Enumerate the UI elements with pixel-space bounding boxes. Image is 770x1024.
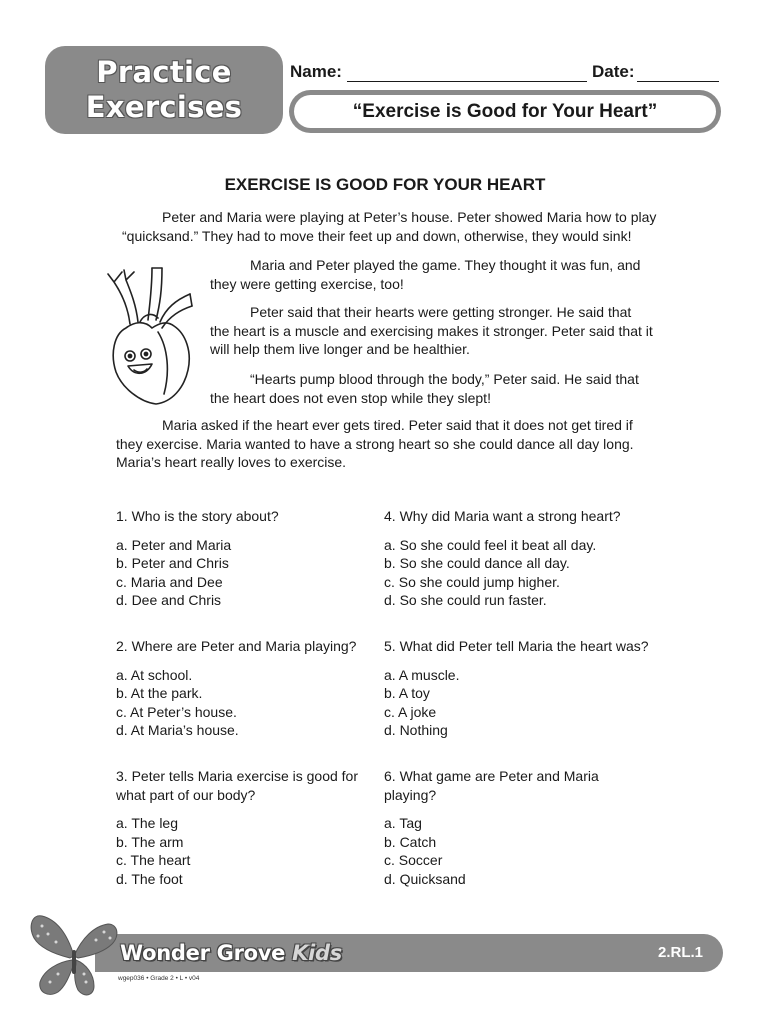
question-6 (384, 767, 684, 888)
answer-option[interactable]: d. So she could run faster. (384, 592, 547, 608)
name-label: Name: (290, 62, 342, 81)
brand-main: Wonder Grove (120, 941, 293, 965)
answer-option[interactable]: b. The arm (116, 833, 184, 850)
story-line: Peter and Maria were playing at Peter’s house. Peter showed Maria how to play (162, 209, 657, 225)
story-paragraph-1 (122, 208, 656, 245)
name-field[interactable] (347, 81, 587, 82)
answer-option[interactable]: d. Quicksand (384, 870, 466, 887)
answer-option[interactable]: c. So she could jump higher. (384, 573, 560, 590)
answer-option[interactable]: b. At the park. (116, 685, 203, 701)
story-paragraph-5 (116, 416, 634, 472)
standard-code: 2.RL.1 (657, 944, 703, 961)
story-paragraph-3 (210, 303, 653, 359)
question-prompt: 6. What game are Peter and Maria (384, 768, 599, 784)
answer-option[interactable]: c. At Peter’s house. (116, 703, 237, 720)
answer-option[interactable]: c. Maria and Dee (116, 573, 223, 590)
answer-option[interactable]: a. Tag (384, 815, 422, 831)
practice-exercises-badge (45, 46, 283, 134)
story-line: Maria’s heart really loves to exercise. (116, 454, 347, 470)
cartoon-heart-icon (100, 262, 200, 412)
story-line: the heart does not even stop while they slept! (210, 389, 491, 406)
answer-option[interactable]: a. A muscle. (384, 666, 460, 683)
story-line: they exercise. Maria wanted to have a strong heart so she could dance all day long. (116, 435, 634, 452)
story-paragraph-2 (210, 256, 640, 293)
story-line: they were getting exercise, too! (210, 275, 404, 292)
date-label: Date: (592, 62, 635, 81)
answer-option[interactable]: d. Dee and Chris (116, 592, 222, 608)
question-prompt: 2. Where are Peter and Maria playing? (116, 638, 357, 654)
question-5 (384, 637, 684, 740)
answer-option[interactable]: b. So she could dance all day. (384, 555, 570, 571)
answer-option[interactable]: d. The foot (116, 870, 183, 887)
answer-option[interactable]: a. Peter and Maria (116, 536, 232, 553)
question-prompt: playing? (384, 786, 437, 803)
brand-logo (120, 938, 342, 968)
badge-line1: Practice (96, 55, 232, 89)
story-title: EXERCISE IS GOOD FOR YOUR HEART (224, 175, 546, 194)
answer-option[interactable]: a. At school. (116, 666, 193, 683)
answer-option[interactable]: a. The leg (116, 815, 179, 831)
question-prompt: 5. What did Peter tell Maria the heart was? (384, 638, 649, 654)
question-2 (116, 637, 376, 740)
question-4 (384, 507, 684, 610)
question-1 (116, 507, 376, 610)
question-3 (116, 767, 376, 888)
story-line: “quicksand.” They had to move their feet up and down, otherwise, they would sink! (122, 227, 632, 244)
answer-option[interactable]: a. So she could feel it beat all day. (384, 536, 597, 553)
answer-option[interactable]: b. A toy (384, 685, 430, 701)
question-prompt: 1. Who is the story about? (116, 508, 279, 524)
document-meta: wgep036 • Grade 2 • L • v04 (118, 975, 200, 982)
story-line: Peter said that their hearts were getting stronger. He said that (250, 304, 632, 320)
story-line: “Hearts pump blood through the body,” Peter said. He said that (250, 371, 639, 387)
answer-option[interactable]: d. Nothing (384, 722, 448, 738)
worksheet-title: “Exercise is Good for Your Heart” (294, 95, 716, 128)
story-paragraph-4 (210, 370, 639, 407)
badge-line2: Exercises (85, 90, 243, 124)
question-prompt: 3. Peter tells Maria exercise is good for (116, 768, 358, 784)
answer-option[interactable]: d. At Maria’s house. (116, 722, 239, 738)
answer-option[interactable]: c. A joke (384, 703, 437, 720)
story-line: will help them live longer and be healthier. (210, 341, 470, 357)
worksheet-title-pill (289, 90, 721, 133)
answer-option[interactable]: c. Soccer (384, 852, 443, 868)
date-field[interactable] (637, 81, 719, 82)
story-line: Maria asked if the heart ever gets tired. Peter said that it does not get tired if (162, 417, 633, 433)
question-prompt: what part of our body? (116, 786, 256, 803)
answer-option[interactable]: b. Catch (384, 833, 437, 850)
brand-kids: Kids (292, 941, 342, 965)
butterfly-icon (28, 912, 120, 1002)
story-line: Maria and Peter played the game. They thought it was fun, and (250, 257, 641, 273)
question-prompt: 4. Why did Maria want a strong heart? (384, 508, 621, 524)
name-date-row (290, 62, 722, 86)
story-line: the heart is a muscle and exercising makes it stronger. Peter said that it (210, 322, 653, 339)
answer-option[interactable]: b. Peter and Chris (116, 555, 229, 571)
answer-option[interactable]: c. The heart (116, 852, 191, 868)
